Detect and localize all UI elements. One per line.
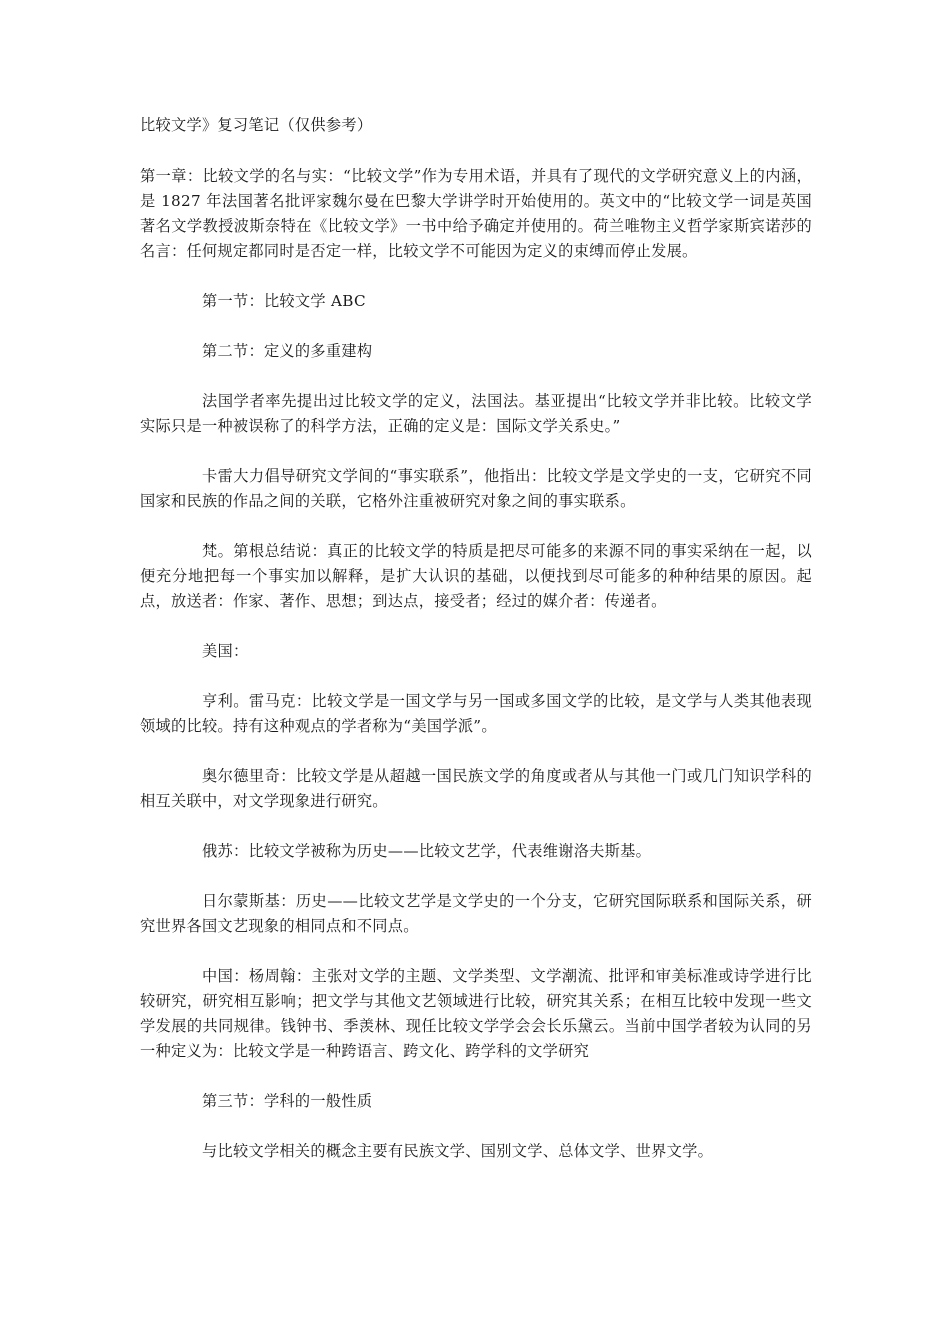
china-paragraph: 中国：杨周翰：主张对文学的主题、文学类型、文学潮流、批评和审美标准或诗学进行比较研究，研究相互影响；把文学与其他文艺领域进行比较，研究其关系；在相互比较中发现一些文学发展的共同规律。钱钟书、季羡林、现任比较文学学会会长乐黛云。当前中国学者较为认同的另一种定义为：比较文学是一种跨语言、跨文化、跨学科的文学研究 [140, 967, 812, 1060]
russia-paragraph: 俄苏：比较文学被称为历史——比较文艺学，代表维谢洛夫斯基。 [202, 842, 652, 860]
document-page [140, 113, 812, 1164]
zhirmunsky-paragraph: 日尔蒙斯基：历史——比较文艺学是文学史的一个分支，它研究国际联系和国际关系，研究世界各国文艺现象的相同点和不同点。 [140, 892, 812, 935]
document-title: 比较文学》复习笔记（仅供参考） [140, 116, 373, 134]
section-three-heading: 第三节：学科的一般性质 [202, 1092, 373, 1110]
section-one-heading: 第一节：比较文学 ABC [202, 292, 366, 310]
related-concepts-paragraph: 与比较文学相关的概念主要有民族文学、国别文学、总体文学、世界文学。 [202, 1142, 714, 1160]
section-two-heading: 第二节：定义的多重建构 [202, 342, 373, 360]
chapter-one-paragraph: 第一章：比较文学的名与实：“比较文学”作为专用术语，并具有了现代的文学研究意义上的内涵，是 1827 年法国著名批评家魏尔曼在巴黎大学讲学时开始使用的。英文中的“比较文学一词是英国著名文学教授波斯奈特在《比较文学》一书中给予确定并使用的。荷兰唯物主义哲学家斯宾诺莎的名言：任何规定都同时是否定一样，比较文学不可能因为定义的束缚而停止发展。 [140, 167, 812, 260]
aldridge-paragraph: 奥尔德里奇：比较文学是从超越一国民族文学的角度或者从与其他一门或几门知识学科的相互关联中，对文学现象进行研究。 [140, 767, 812, 810]
america-heading: 美国： [202, 642, 249, 660]
french-definition-paragraph: 法国学者率先提出过比较文学的定义，法国法。基亚提出“比较文学并非比较。比较文学实际只是一种被误称了的科学方法，正确的定义是：国际文学关系史。” [140, 392, 812, 435]
remak-paragraph: 亨利。雷马克：比较文学是一国文学与另一国或多国文学的比较，是文学与人类其他表现领域的比较。持有这种观点的学者称为“美国学派”。 [140, 692, 812, 735]
carre-paragraph: 卡雷大力倡导研究文学间的“事实联系”，他指出：比较文学是文学史的一支，它研究不同国家和民族的作品之间的关联，它格外注重被研究对象之间的事实联系。 [140, 467, 812, 510]
van-tieghem-paragraph: 梵。第根总结说：真正的比较文学的特质是把尽可能多的来源不同的事实采纳在一起，以便充分地把每一个事实加以解释，是扩大认识的基础，以便找到尽可能多的种种结果的原因。起点，放送者：作家、著作、思想；到达点，接受者；经过的媒介者：传递者。 [140, 542, 812, 610]
